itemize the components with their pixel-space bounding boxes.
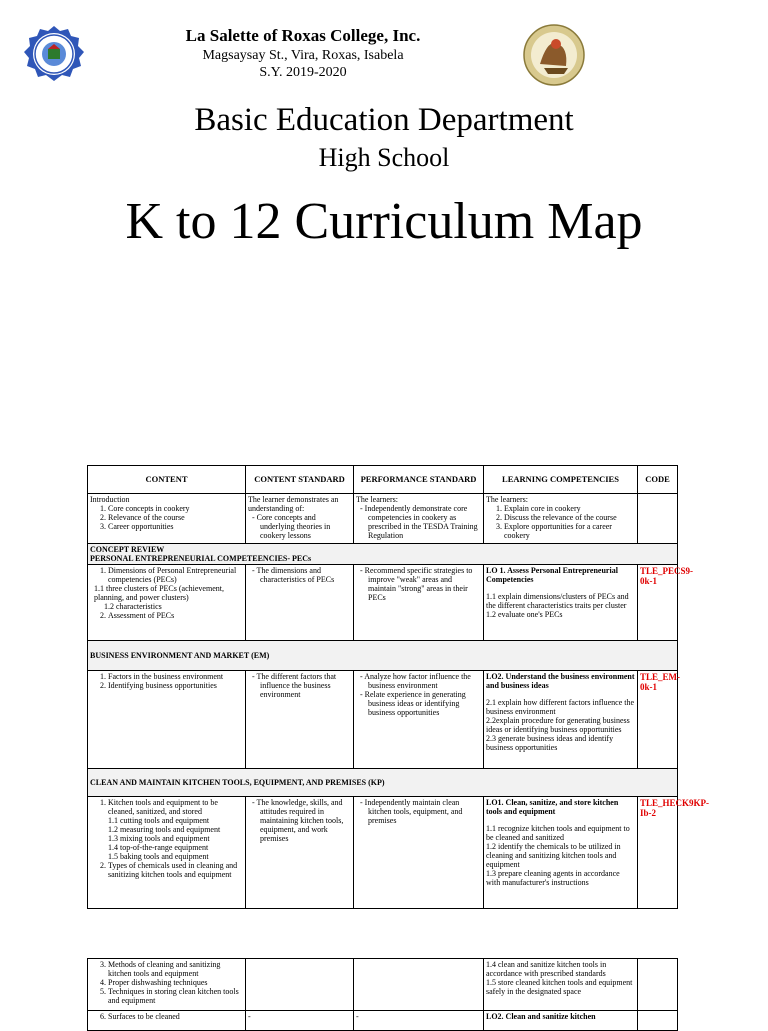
section-line: CONCEPT REVIEW bbox=[90, 545, 165, 554]
lo-title: LO2. Understand the business environment and business ideas bbox=[486, 672, 635, 690]
section-row bbox=[88, 769, 678, 797]
list-item: 2. Discuss the relevance of the course bbox=[504, 513, 635, 522]
cs-lead: The learner demonstrates an understanding of: bbox=[248, 495, 339, 513]
page-title: K to 12 Curriculum Map bbox=[125, 193, 643, 250]
cell-code: TLE_PECS9-0k-1 bbox=[638, 565, 678, 641]
list-item: 4. Proper dishwashing techniques bbox=[108, 978, 243, 987]
list-item: 2. Relevance of the course bbox=[108, 513, 243, 522]
cell-code: TLE_HECK9KP-Ib-2 bbox=[638, 797, 678, 909]
cell-content-standard bbox=[246, 565, 354, 641]
cell-performance-standard bbox=[354, 797, 484, 909]
section-title bbox=[88, 544, 678, 565]
school-address: Magsaysay St., Vira, Roxas, Isabela bbox=[202, 48, 404, 63]
list-item: 2. Types of chemicals used in cleaning and sanitizing kitchen tools and equipment bbox=[108, 861, 243, 879]
curriculum-table-continued bbox=[87, 958, 678, 1031]
competency: 2.1 explain how different factors influence the business environment bbox=[486, 698, 635, 716]
list-item: 1. Explain core in cookery bbox=[504, 504, 635, 513]
cell-code bbox=[638, 494, 678, 544]
sub-item: 1.2 measuring tools and equipment bbox=[108, 825, 221, 834]
cell-content bbox=[88, 671, 246, 769]
cell-content-standard bbox=[246, 671, 354, 769]
cell-performance-standard: - bbox=[354, 1011, 484, 1031]
table-header-row bbox=[88, 466, 678, 494]
cell-learning-competencies bbox=[484, 565, 638, 641]
cell-content-standard bbox=[246, 494, 354, 544]
list-item: 1. Factors in the business environment bbox=[108, 672, 243, 681]
list-item bbox=[108, 798, 243, 861]
school-name: La Salette of Roxas College, Inc. bbox=[185, 26, 421, 45]
cell-content bbox=[88, 1011, 246, 1031]
competency: 1.2 identify the chemicals to be utilized in cleaning and sanitizing kitchen tools and equipment bbox=[486, 842, 621, 869]
competency: 1.5 store cleaned kitchen tools and equipment safely in the designated space bbox=[486, 978, 633, 996]
list-item: - The knowledge, skills, and attitudes required in maintaining kitchen tools, equipment, and work premises bbox=[260, 798, 351, 843]
list-item: 3. Explore opportunities for a career cookery bbox=[504, 522, 635, 540]
cell-content bbox=[88, 565, 246, 641]
cell-learning-competencies bbox=[484, 671, 638, 769]
competency: 1.4 clean and sanitize kitchen tools in accordance with prescribed standards bbox=[486, 960, 607, 978]
list-item: - Independently maintain clean kitchen tools, equipment, and premises bbox=[368, 798, 481, 825]
header-performance-standard: PERFORMANCE STANDARD bbox=[354, 466, 484, 494]
table-row bbox=[88, 565, 678, 641]
table-row bbox=[88, 671, 678, 769]
competency: 2.3 generate business ideas and identify business opportunities bbox=[486, 734, 614, 752]
header-content: CONTENT bbox=[88, 466, 246, 494]
list-item: - Independently demonstrate core competencies in cookery as prescribed in the TESDA Training Regulation bbox=[368, 504, 481, 540]
list-item: - Recommend specific strategies to improve "weak" areas and maintain "strong" areas in their PECs bbox=[368, 566, 481, 602]
competency: 1.3 prepare cleaning agents in accordance with manufacturer's instructions bbox=[486, 869, 620, 887]
cell-performance-standard bbox=[354, 671, 484, 769]
cell-content-standard bbox=[246, 797, 354, 909]
cell-content-standard: - bbox=[246, 1011, 354, 1031]
table-row bbox=[88, 959, 678, 1011]
cell-performance-standard bbox=[354, 959, 484, 1011]
cell-performance-standard bbox=[354, 565, 484, 641]
list-item: - Analyze how factor influence the business environment bbox=[368, 672, 481, 690]
lo-title: LO1. Clean, sanitize, and store kitchen tools and equipment bbox=[486, 798, 619, 816]
cell-code: TLE_EM-0k-1 bbox=[638, 671, 678, 769]
lo-title: LO 1. Assess Personal Entrepreneurial Competencies bbox=[486, 566, 618, 584]
cell-content bbox=[88, 959, 246, 1011]
cell-learning-competencies bbox=[484, 494, 638, 544]
table-row bbox=[88, 797, 678, 909]
table-row bbox=[88, 1011, 678, 1031]
item-text: Kitchen tools and equipment to be cleaned, sanitized, and stored bbox=[108, 798, 218, 816]
list-item: 3. Methods of cleaning and sanitizing kitchen tools and equipment bbox=[108, 960, 243, 978]
competency: 1.1 explain dimensions/clusters of PECs and the different characteristics traits per cluster bbox=[486, 592, 629, 610]
section-row bbox=[88, 641, 678, 671]
ps-lead: The learners: bbox=[356, 495, 398, 504]
section-title: CLEAN AND MAINTAIN KITCHEN TOOLS, EQUIPMENT, AND PREMISES (KP) bbox=[88, 769, 678, 797]
list-item: - The dimensions and characteristics of PECs bbox=[260, 566, 351, 584]
competency: 1.1 recognize kitchen tools and equipment to be cleaned and sanitized bbox=[486, 824, 630, 842]
list-item: 2. Identifying business opportunities bbox=[108, 681, 243, 690]
list-item: - Core concepts and underlying theories in cookery lessons bbox=[260, 513, 351, 540]
list-item: 5. Techniques in storing clean kitchen tools and equipment bbox=[108, 987, 243, 1005]
sub-item: 1.1 cutting tools and equipment bbox=[108, 816, 210, 825]
department-title: Basic Education Department bbox=[194, 102, 574, 138]
header-learning-competencies: LEARNING COMPETENCIES bbox=[484, 466, 638, 494]
cell-content bbox=[88, 494, 246, 544]
cell-code bbox=[638, 959, 678, 1011]
school-year: S.Y. 2019-2020 bbox=[259, 65, 347, 80]
lc-lead: The learners: bbox=[486, 495, 528, 504]
section-row bbox=[88, 544, 678, 565]
list-item: - The different factors that influence the business environment bbox=[260, 672, 351, 699]
cell-learning-competencies bbox=[484, 959, 638, 1011]
list-item: - Relate experience in generating business ideas or identifying business opportunities bbox=[368, 690, 481, 717]
cell-performance-standard bbox=[354, 494, 484, 544]
list-item: 1. Dimensions of Personal Entrepreneurial competencies (PECs) bbox=[108, 566, 243, 584]
sub-item: 1.2 characteristics bbox=[104, 602, 162, 611]
header-code: CODE bbox=[638, 466, 678, 494]
cell-code bbox=[638, 1011, 678, 1031]
sub-item: 1.4 top-of-the-range equipment bbox=[108, 843, 209, 852]
cell-learning-competencies bbox=[484, 797, 638, 909]
sub-item: 1.3 mixing tools and equipment bbox=[108, 834, 210, 843]
curriculum-table bbox=[87, 465, 710, 909]
section-title: BUSINESS ENVIRONMENT AND MARKET (EM) bbox=[88, 641, 678, 671]
list-item: 6. Surfaces to be cleaned bbox=[108, 1012, 243, 1021]
cell-content bbox=[88, 797, 246, 909]
intro-title: Introduction bbox=[90, 495, 130, 504]
list-item: 1. Core concepts in cookery bbox=[108, 504, 243, 513]
sub-item: 1.1 three clusters of PECs (achievement, planning, and power clusters) bbox=[94, 584, 224, 602]
competency: 1.2 evaluate one's PECs bbox=[486, 610, 563, 619]
competency: 2.2explain procedure for generating business ideas or identifying business opportunities bbox=[486, 716, 630, 734]
section-line: PERSONAL ENTREPRENEURIAL COMPETEENCIES- PECs bbox=[90, 554, 312, 563]
list-item: 3. Career opportunities bbox=[108, 522, 243, 531]
table-row bbox=[88, 494, 678, 544]
header-content-standard: CONTENT STANDARD bbox=[246, 466, 354, 494]
level-title: High School bbox=[318, 143, 450, 172]
cell-content-standard bbox=[246, 959, 354, 1011]
cell-learning-competencies: LO2. Clean and sanitize kitchen bbox=[484, 1011, 638, 1031]
sub-item: 1.5 baking tools and equipment bbox=[108, 852, 209, 861]
list-item: 2. Assessment of PECs bbox=[108, 611, 243, 620]
